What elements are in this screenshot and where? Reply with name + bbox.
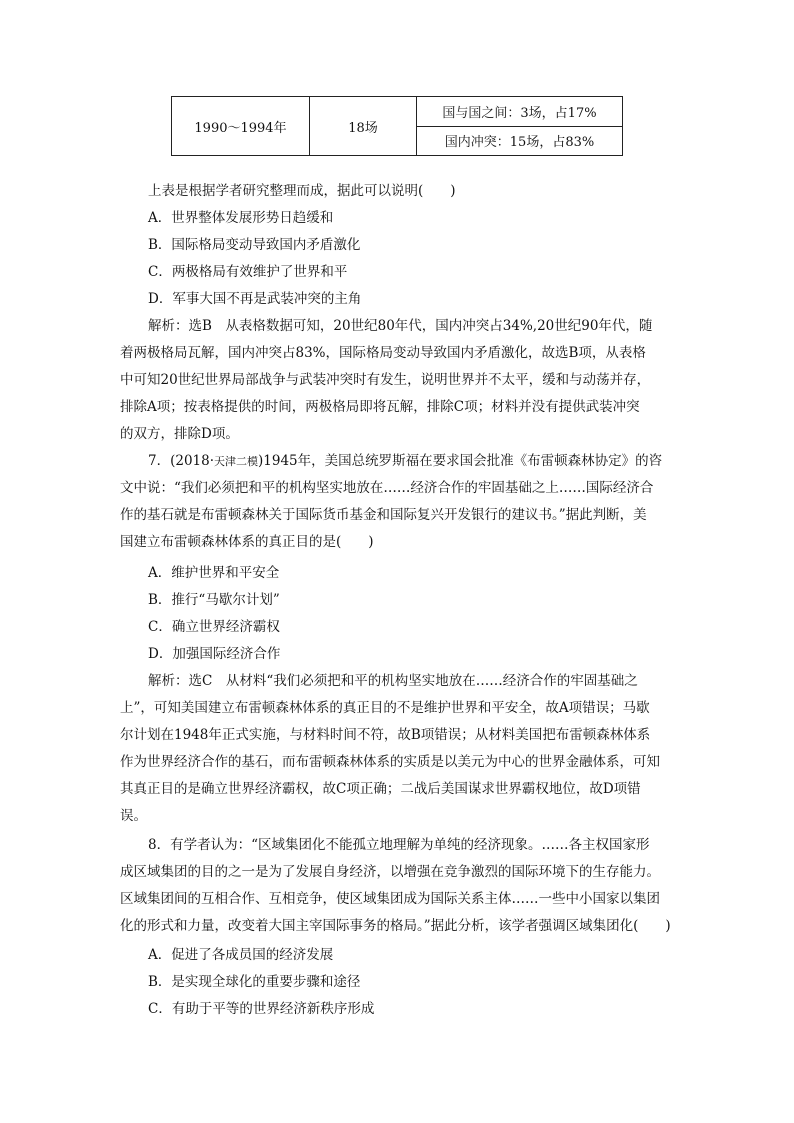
q8-option-b: B．是实现全球化的重要步骤和途径 — [148, 974, 361, 990]
q7-number: 7．(2018· — [148, 453, 215, 469]
q8-option-a: A．促进了各成员国的经济发展 — [148, 947, 334, 963]
q6-analysis-line: 着两极格局瓦解，国内冲突占83%，国际格局变动导致国内矛盾激化，故选B项，从表格 — [120, 345, 646, 361]
q7-analysis-line: 解析：选C 从材料“我们必须把和平的机构坚实地放在……经济合作的牢固基础之 — [148, 673, 638, 689]
q6-analysis-line: 的双方，排除D项。 — [120, 426, 239, 442]
q7-option-d: D．加强国际经济合作 — [148, 646, 281, 662]
q6-analysis-line: 排除A项；按表格提供的时间，两极格局即将瓦解，排除C项；材料并没有提供武装冲突 — [120, 399, 640, 415]
table-row-interstate: 国与国之间：3场，占17% — [417, 97, 623, 127]
q6-analysis-line: 中可知20世纪世界局部战争与武装冲突时有发生，说明世界并不太平，缓和与动荡并存， — [120, 372, 651, 388]
q8-stem-line: 成区域集团的目的之一是为了发展自身经济，以增强在竞争激烈的国际环境下的生存能力。 — [120, 864, 660, 880]
q7-analysis-line: 作为世界经济合作的基石，而布雷顿森林体系的实质是以美元为中心的世界金融体系，可知 — [120, 754, 660, 770]
q6-option-d: D．军事大国不再是武装冲突的主角 — [148, 291, 362, 307]
q6-option-a: A．世界整体发展形势日趋缓和 — [148, 210, 334, 226]
q7-source: 天津二模 — [214, 455, 259, 468]
q6-option-b: B．国际格局变动导致国内矛盾激化 — [148, 237, 361, 253]
q7-stem-line: )1945年，美国总统罗斯福在要求国会批准《布雷顿森林协定》的咨 — [258, 453, 663, 469]
table-period: 1990～1994年 — [172, 97, 310, 156]
q7-stem-first — [148, 451, 662, 472]
q6-analysis-line: 解析：选B 从表格数据可知，20世纪80年代，国内冲突占34%,20世纪90年代，随 — [148, 318, 653, 334]
q8-stem-line: 8．有学者认为：“区域集团化不能孤立地理解为单纯的经济现象。……各主权国家形 — [148, 837, 650, 853]
q7-analysis-line: 误。 — [120, 808, 147, 824]
q7-analysis-line: 上”，可知美国建立布雷顿森林体系的真正目的不是维护世界和平安全，故A项错误；马歇 — [120, 700, 650, 716]
q6-option-c: C．两极格局有效维护了世界和平 — [148, 264, 348, 280]
q7-option-a: A．维护世界和平安全 — [148, 565, 280, 581]
conflict-table — [171, 96, 623, 156]
q8-stem-line: 化的形式和力量，改变着大国主宰国际事务的格局。”据此分析，该学者强调区域集团化( ) — [120, 918, 671, 934]
q6-stem: 上表是根据学者研究整理而成，据此可以说明( ) — [148, 183, 456, 199]
q7-option-c: C．确立世界经济霸权 — [148, 619, 280, 635]
table-count: 18场 — [310, 97, 417, 156]
table-row-domestic: 国内冲突：15场，占83% — [417, 126, 623, 156]
q7-analysis-line: 其真正目的是确立世界经济霸权，故C项正确；二战后美国谋求世界霸权地位，故D项错 — [120, 781, 641, 797]
q8-stem-line: 区域集团间的互相合作、互相竞争，使区域集团成为国际关系主体……一些中小国家以集团 — [120, 891, 660, 907]
q7-analysis-line: 尔计划在1948年正式实施，与材料时间不符，故B项错误；从材料美国把布雷顿森林体系 — [120, 727, 651, 743]
q7-stem-line: 作的基石就是布雷顿森林关于国际货币基金和国际复兴开发银行的建议书。”据此判断，美 — [120, 507, 647, 523]
q8-option-c: C．有助于平等的世界经济新秩序形成 — [148, 1001, 375, 1017]
q7-stem-line: 国建立布雷顿森林体系的真正目的是( ) — [120, 534, 374, 550]
q7-option-b: B．推行“马歇尔计划” — [148, 592, 280, 608]
q7-stem-line: 文中说：“我们必须把和平的机构坚实地放在……经济合作的牢固基础之上……国际经济合 — [120, 480, 654, 496]
